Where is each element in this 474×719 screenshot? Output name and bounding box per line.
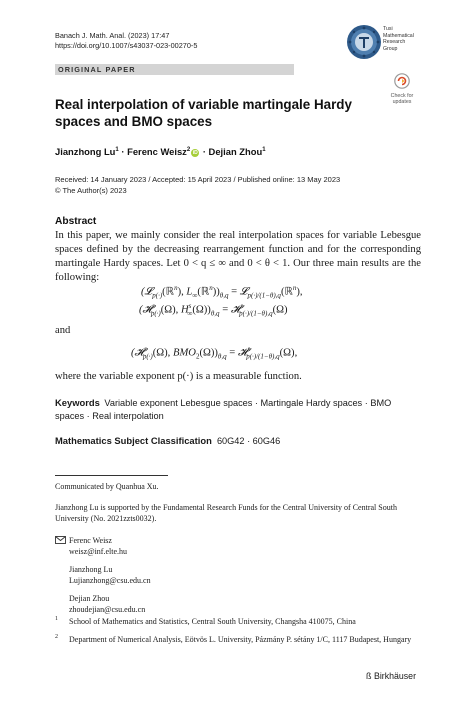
author-list: Jianzhong Lu$^1$ · Ferenc Weisz$^2$iD · Dejian Zhou$^1$ [55,146,266,157]
contact-name: Ferenc Weisz [69,536,112,545]
check-updates-icon [394,73,410,89]
citation: Banach J. Math. Anal. (2023) 17:47 [55,31,170,40]
orcid-icon[interactable]: iD [192,150,198,156]
abstract-closing: where the variable exponent p(·) is a measurable function. [55,371,302,382]
journal-header [55,31,197,51]
msc-label: Mathematics Subject Classification [55,435,212,446]
publisher-name: Birkhäuser [373,671,417,681]
author-name[interactable]: Jianzhong Lu [55,146,116,157]
footnote-divider [55,475,168,476]
contact-name: Dejian Zhou [69,594,110,603]
equation-1: (𝓛$_{p(\cdot)}$(ℝ$^n$), $L_\infty(ℝ^n))_{\theta,q}$ = 𝓛$_{p(\cdot)/(1-\theta),q}$(ℝ$^n$), [141,284,303,300]
abstract-text: In this paper, we mainly consider the real interpolation spaces for variable Lebesgue spaces defined by the decreasing rearrangement function and for the corresponding martingale Hardy spaces. Let 0 < q ≤ ∞ and 0 < θ < 1. Our three main results are the following: [55,229,421,283]
equation-3: (𝓗$^s_{p(\cdot)}$(Ω), $BMO_2(\Omega))_{\theta,q}$ = 𝓗$^s_{p(\cdot)/(1-\theta),q}$(Ω), [131,345,298,361]
contact-email[interactable]: zhoudejian@csu.edu.cn [69,605,146,614]
author-name[interactable]: Ferenc Weisz [127,146,187,157]
envelope-icon [55,536,67,544]
funding-note: Jianzhong Lu is supported by the Fundamental Research Funds for the Central University of Central South University (No. 2021zzts0032). [55,503,397,523]
doi-link[interactable]: https://doi.org/10.1007/s43037-023-00270-5 [55,41,198,50]
contact-email[interactable]: Lujianzhong@csu.edu.cn [69,576,151,585]
abstract-heading: Abstract [55,216,97,227]
publisher-logo [366,671,416,681]
article-type-badge: ORIGINAL PAPER [55,64,294,75]
keywords-text: Variable exponent Lebesgue spaces · Martingale Hardy spaces · BMO spaces · Real interpolation [55,398,392,421]
contact-name: Jianzhong Lu [69,565,113,574]
paper-title: Real interpolation of variable martingale Hardy spaces and BMO spaces [55,97,352,129]
communicated-by: Communicated by Quanhua Xu. [55,482,159,491]
check-for-updates-button[interactable]: Check for updates [385,73,419,103]
keywords-label: Keywords [55,397,100,408]
keywords [55,396,421,423]
abstract-and: and [55,325,71,336]
equation-2: (𝓗$^s_{p(\cdot)}$(Ω), $H^s_\infty(\Omega))_{\theta,q}$ = 𝓗$^s_{p(\cdot)/(1-\theta),q}$(Ω) [139,302,288,318]
contact-email[interactable]: weisz@inf.elte.hu [69,547,128,556]
corresponding-contacts [69,535,151,615]
publication-dates: Received: 14 January 2023 / Accepted: 15 April 2023 / Published online: 13 May 2023 © The Author(s) 2023 [55,175,341,195]
author-name[interactable]: Dejian Zhou [208,146,263,157]
logo-text: Tusi Mathematical Research Group [383,26,414,52]
tusi-logo-icon [346,24,382,60]
msc-codes: 60G42 · 60G46 [216,436,281,446]
msc-classification [55,435,280,446]
publisher-mark-icon: ß [366,671,372,681]
